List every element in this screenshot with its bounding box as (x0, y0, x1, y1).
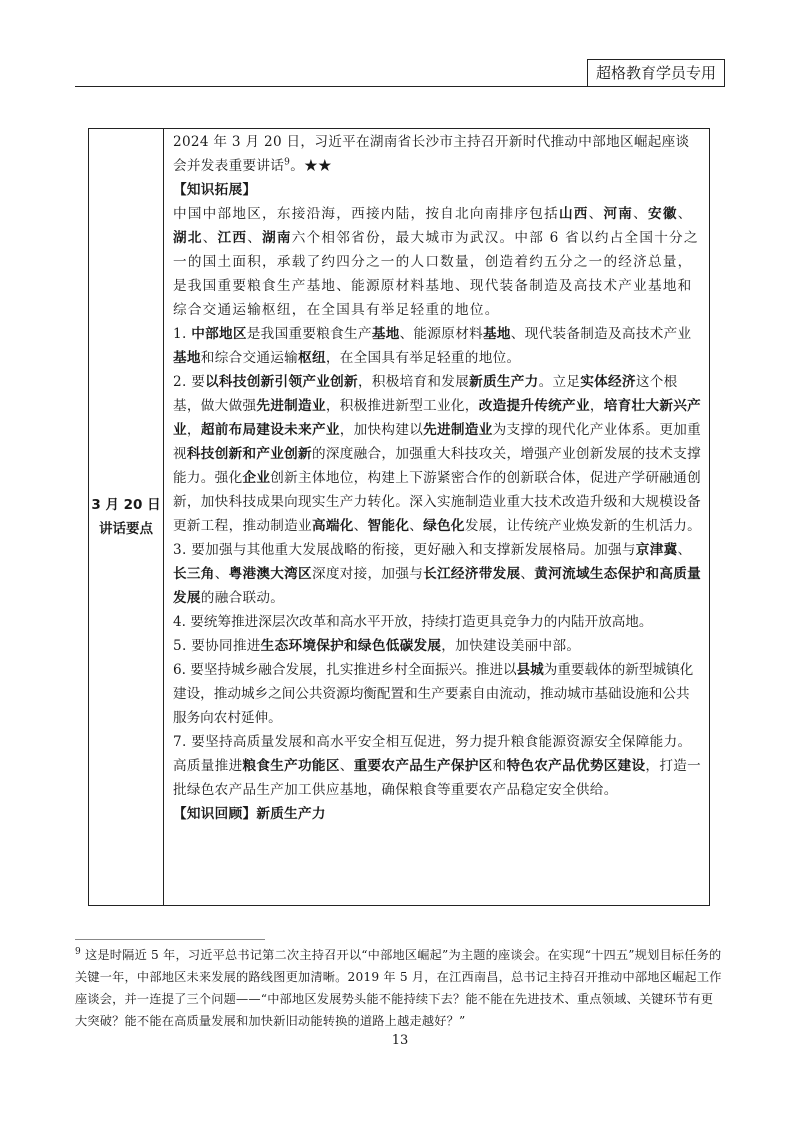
body-text: 这个根基，做大做强 (173, 374, 678, 414)
point-1 (173, 322, 703, 370)
body-text: 发展，让传统产业焕发新的生机活力。 (464, 518, 702, 534)
body-text: 中国中部地区，东接沿海，西接内陆，按自北向南排序包括 (173, 206, 559, 222)
emphasis-text: 科技创新和产业创新 (186, 446, 312, 462)
body-text: 、 (339, 758, 354, 774)
body-text: 。立足 (538, 374, 581, 390)
body-text: ，加快建设美丽中部。 (441, 638, 581, 654)
emphasis-text: 黄河流域生态保护和高质量发展 (173, 566, 702, 606)
emphasis-text: 京津冀 (635, 542, 678, 558)
emphasis-text: 生态环境保护和绿色低碳发展 (260, 638, 442, 654)
content-cell (164, 129, 709, 905)
body-text: ，在全国具有举足轻重的地位。 (325, 350, 521, 366)
emphasis-text: 改造提升传统产业 (478, 398, 590, 414)
body-text: 、 (677, 542, 692, 558)
intro-suffix: 。★★ (290, 158, 332, 174)
body-text: 2. 要 (173, 374, 206, 390)
emphasis-text: 智能化 (367, 518, 410, 534)
body-text: ，加快构建以 (339, 422, 424, 438)
body-text: 、 (588, 206, 604, 222)
emphasis-text: 新质生产力 (469, 374, 539, 390)
expand-paragraph (173, 202, 703, 322)
emphasis-text: 河南 (603, 206, 634, 222)
body-text: 3. 要加强与其他重大发展战略的衔接，更好融入和支撑新发展格局。加强与 (173, 542, 636, 558)
emphasis-text: 山西 (558, 206, 589, 222)
point-6 (173, 658, 703, 730)
emphasis-text: 长三角 (173, 566, 215, 582)
content-table (88, 128, 710, 906)
emphasis-text: 基地 (371, 326, 400, 342)
intro-paragraph (173, 130, 703, 178)
body-text: 深度对接，加强与 (311, 566, 424, 582)
emphasis-text: 实体经济 (580, 374, 636, 390)
emphasis-text: 培育壮大新兴产业 (173, 398, 702, 438)
body-text: 和 (492, 758, 507, 774)
body-text: 、 (409, 518, 424, 534)
body-text: 和综合交通运输 (200, 350, 299, 366)
emphasis-text: 超前布局建设未来产业 (200, 422, 340, 438)
body-text: 为重要载体的新型城镇化建设，推动城乡之间公共资源均衡配置和生产要素自由流动，推动城市基础设施和公共服务向农村延伸。 (173, 662, 694, 726)
emphasis-text: 先进制造业 (423, 422, 493, 438)
emphasis-text: 以科技创新引领产业创新 (205, 374, 358, 390)
point-7 (173, 730, 703, 802)
footnote-text: 这是时隔近 5 年，习近平总书记第二次主持召开以“中部地区崛起”为主题的座谈会。在实现“十四五”规划目标任务的关键一年，中部地区未来发展的路线图更加清晰。2019 年 5 月，在江西南昌，总书记主持召开推动中部地区崛起工作座谈会，并一连提了三个问题——“中部地区发展势头能不能持续下去？能不能在先进技术、重点领域、关键环节有更大突破？能不能在高质量发展和加快新旧动能转换的道路上越走越好？” (75, 948, 722, 1028)
body-text: 、 (633, 206, 648, 222)
knowledge-expand-title: 【知识拓展】 (173, 182, 257, 198)
emphasis-text: 重要农产品生产保护区 (353, 758, 493, 774)
header-rule (75, 86, 725, 87)
body-text: ，积极推进新型工业化， (325, 398, 479, 414)
body-text: 为支撑的现代化产业体系。更加重视 (173, 422, 701, 462)
emphasis-text: 县城 (516, 662, 544, 678)
body-text: 5. 要协同推进 (173, 638, 261, 654)
body-text: 、 (520, 566, 535, 582)
intro-text: 2024 年 3 月 20 日，习近平在湖南省长沙市主持召开新时代推动中部地区崛起座谈会并发表重要讲话 (173, 134, 690, 174)
footnote-mark: 9 (75, 946, 81, 957)
body-text: 、 (202, 230, 218, 246)
point-2 (173, 370, 703, 538)
header-tag: 超格教育学员专用 (587, 59, 725, 87)
emphasis-text: 中部地区 (191, 326, 247, 342)
emphasis-text: 枢纽 (298, 350, 326, 366)
point-4: 4. 要统筹推进深层次改革和高水平开放，持续打造更具竞争力的内陆开放高地。 (173, 614, 653, 630)
emphasis-text: 湖北 (173, 230, 203, 246)
body-text: 的深度融合，加强重大科技攻关，增强产业创新发展的技术支撑能力。强化 (173, 446, 701, 486)
emphasis-text: 绿色化 (423, 518, 465, 534)
emphasis-text: 基地 (173, 350, 201, 366)
row-label-date: 3 月 20 日 (91, 497, 161, 513)
body-text: 、 (353, 518, 368, 534)
body-text: 的融合联动。 (200, 590, 285, 606)
body-text: 、 (677, 206, 693, 222)
row-label-topic: 讲话要点 (99, 521, 153, 537)
body-text: ， (589, 398, 604, 414)
body-text: 7. 要坚持高质量发展和高水平安全相互促进，努力提升粮食能源资源安全保障能力。高质量推进 (173, 734, 692, 774)
emphasis-text: 江西 (217, 230, 248, 246)
body-text: ， (186, 422, 201, 438)
row-label (91, 493, 160, 541)
emphasis-text: 安徽 (648, 206, 678, 222)
emphasis-text: 特色农产品优势区建设 (506, 758, 646, 774)
emphasis-text: 湖南 (262, 230, 292, 246)
emphasis-text: 粮食生产功能区 (242, 758, 340, 774)
footnote (75, 944, 725, 1032)
knowledge-review-title: 【知识回顾】新质生产力 (173, 806, 326, 822)
row-label-cell (89, 129, 164, 905)
point-3 (173, 538, 703, 610)
body-text: ，积极培育和发展 (357, 374, 470, 390)
emphasis-text: 高端化 (311, 518, 354, 534)
point-5 (173, 634, 703, 658)
body-text: 六个相邻省份，最大城市为武汉。中部 6 省以约占全国十分之一的国土面积，承载了约四分之一的人口数量，创造着约五分之一的经济总量，是我国重要粮食生产基地、能源原材料基地、现代装备制造及高技术产业基地和综合交通运输枢纽，在全国具有举足轻重的地位。 (173, 230, 699, 318)
body-text: 、 (214, 566, 229, 582)
footnote-ref: 9 (284, 157, 291, 168)
page-number: 13 (391, 1033, 409, 1048)
body-text: 创新主体地位，构建上下游紧密合作的创新联合体，促进产学研融通创新，加快科技成果向现实生产力转化。深入实施制造业重大技术改造升级和大规模设备更新工程，推动制造业 (173, 470, 701, 534)
body-text: 1. (173, 326, 192, 342)
emphasis-text: 粤港澳大湾区 (228, 566, 312, 582)
body-text: 是我国重要粮食生产 (246, 326, 372, 342)
emphasis-text: 先进制造业 (256, 398, 326, 414)
emphasis-text: 企业 (242, 470, 271, 486)
emphasis-text: 长江经济带发展 (423, 566, 521, 582)
body-text: 、 (247, 230, 263, 246)
body-text: 、能源原材料 (399, 326, 483, 342)
body-text: 6. 要坚持城乡融合发展，扎实推进乡村全面振兴。推进以 (173, 662, 517, 678)
body-text: ，打造一批绿色农产品生产加工供应基地，确保粮食等重要农产品稳定安全供给。 (173, 758, 701, 798)
emphasis-text: 基地 (483, 326, 511, 342)
footnote-divider (75, 939, 265, 940)
body-text: 、现代装备制造及高技术产业 (510, 326, 692, 342)
